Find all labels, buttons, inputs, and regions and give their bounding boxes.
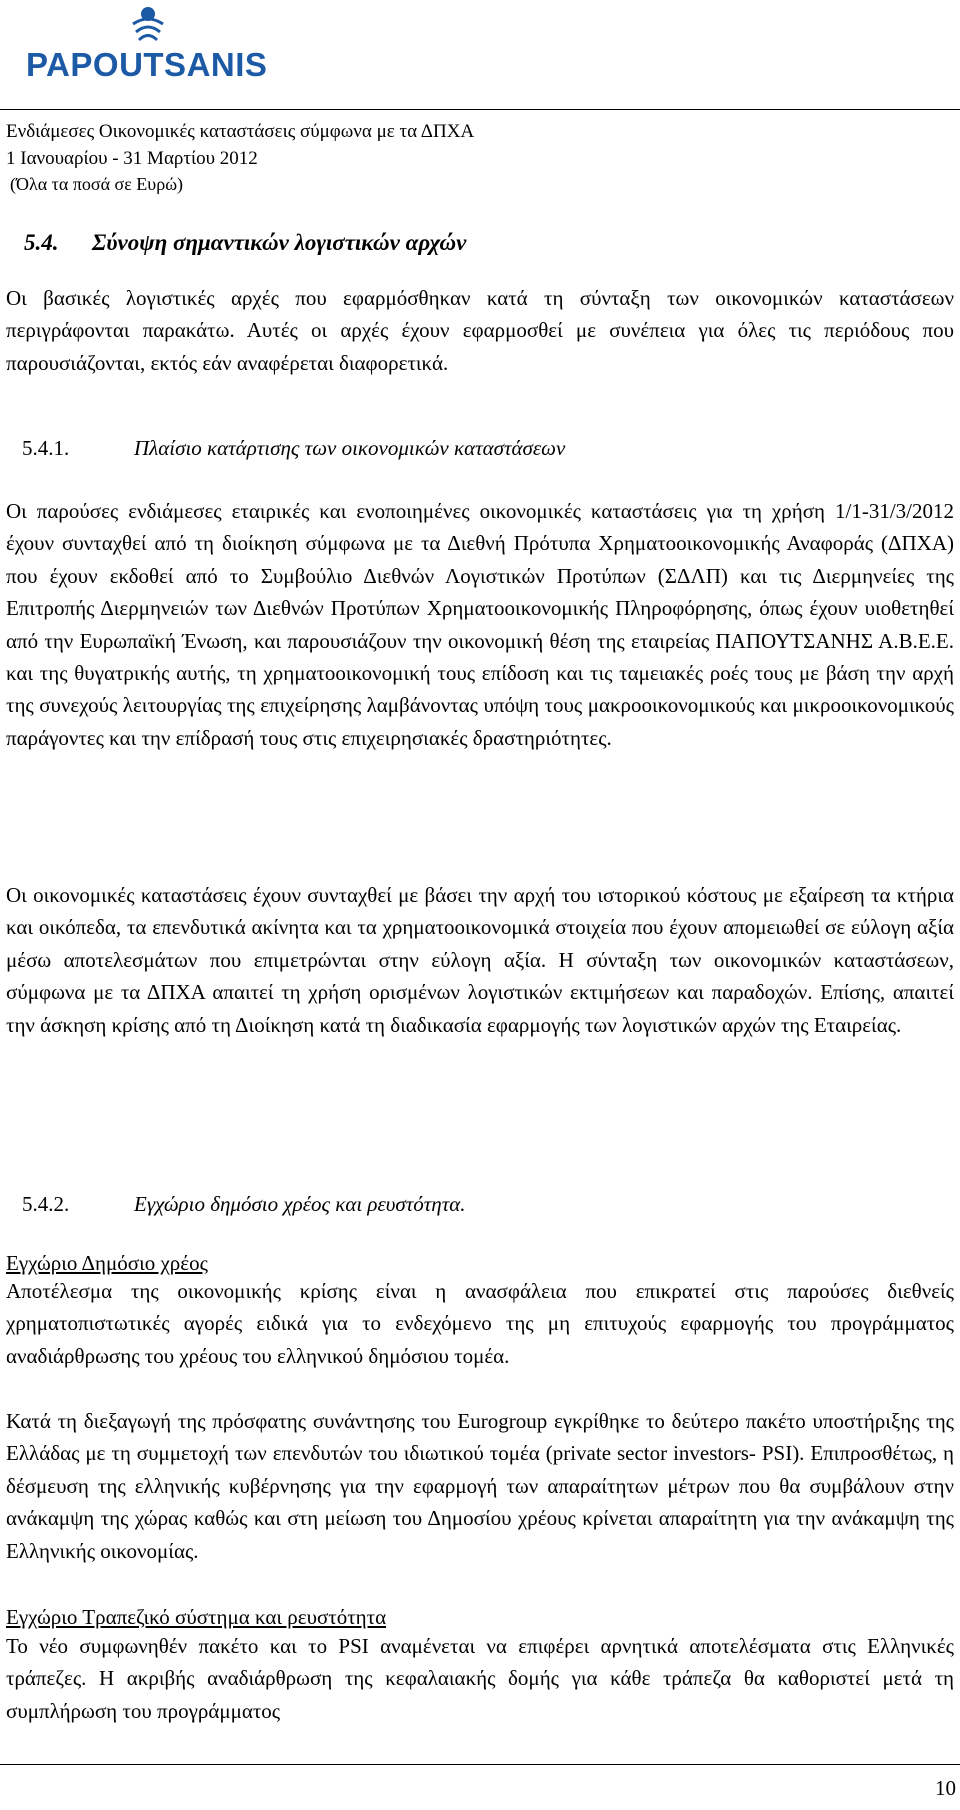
section-title: Σύνοψη σημαντικών λογιστικών αρχών [92, 230, 467, 255]
paragraph: Κατά τη διεξαγωγή της πρόσφατης συνάντησης του Eurogroup εγκρίθηκε το δεύτερο πακέτο υποστήριξης της Ελλάδας με τη συμμετοχή των επενδυτών του ιδιωτικού τομέα (private sector investors- PSI). Επιπροσθέτως, η δέσμευση της ελληνικής κυβέρνησης για την εφαρμογή των απαραίτητων μέτρων που θα συμβάλουν στην ανάκαμψη της χώρας καθώς και στη μείωση του Δημοσίου χρέους κρίνεται απαραίτητη για την ανάκαμψη της Ελληνικής οικονομίας. [6, 1409, 954, 1563]
section-heading [24, 230, 466, 256]
header-divider [0, 109, 960, 110]
subsection-number: 5.4.2. [22, 1192, 70, 1216]
subsection-title: Εγχώριο δημόσιο χρέος και ρευστότητα. [134, 1192, 466, 1216]
underlined-heading: Εγχώριο Τραπεζικό σύστημα και ρευστότητα [6, 1605, 387, 1629]
section-intro: Οι βασικές λογιστικές αρχές που εφαρμόσθηκαν κατά τη σύνταξη των οικονομικών καταστάσεων περιγράφονται παρακάτω. Αυτές οι αρχές έχουν εφαρμοσθεί με συνέπεια για όλες τις περιόδους που παρουσιάζονται, εκτός εάν αναφέρεται διαφορετικά. [6, 286, 954, 375]
logo-emblem-icon [130, 4, 166, 48]
logo-text: PAPOUTSANIS [26, 46, 268, 83]
report-title: Ενδιάμεσες Οικονομικές καταστάσεις σύμφωνα με τα ΔΠΧΑ [6, 121, 475, 142]
paragraph: Αποτέλεσμα της οικονομικής κρίσης είναι η ανασφάλεια που επικρατεί στις παρούσες διεθνείς χρηματοπιστωτικές αγορές ειδικά για το ενδεχόμενο της μη επιτυχούς εφαρμογής του προγράμματος αναδιάρθρωσης του χρέους του ελληνικού δημόσιου τομέα. [6, 1279, 954, 1368]
company-logo [26, 4, 266, 84]
subsection-heading-2 [22, 1192, 466, 1217]
underlined-heading: Εγχώριο Δημόσιο χρέος [6, 1251, 208, 1275]
report-period: 1 Ιανουαρίου - 31 Μαρτίου 2012 [6, 148, 258, 169]
paragraph: Οι οικονομικές καταστάσεις έχουν συνταχθεί με βάσει την αρχή του ιστορικού κόστους με εξαίρεση τα κτήρια και οικόπεδα, τα επενδυτικά ακίνητα και τα χρηματοοικονομικά στοιχεία που έχουν απομειωθεί σε εύλογη αξία μέσω αποτελεσμάτων που επιμετρώνται στην εύλογη αξία. Η σύνταξη των οικονομικών καταστάσεων, σύμφωνα με τα ΔΠΧΑ απαιτεί τη χρήση ορισμένων λογιστικών εκτιμήσεων και παραδοχών. Επίσης, απαιτεί την άσκηση κρίσης από τη Διοίκηση κατά τη διαδικασία εφαρμογής των λογιστικών αρχών της Εταιρείας. [6, 883, 954, 1037]
subsection-number: 5.4.1. [22, 436, 70, 460]
paragraph: Οι παρούσες ενδιάμεσες εταιρικές και ενοποιημένες οικονομικές καταστάσεις για τη χρήση 1/1-31/3/2012 έχουν συνταχθεί από τη διοίκηση σύμφωνα με τα Διεθνή Πρότυπα Χρηματοοικονομικής Αναφοράς (ΔΠΧΑ) που έχουν εκδοθεί από το Συμβούλιο Διεθνών Λογιστικών Προτύπων (ΣΔΛΠ) και τις Διερμηνείες της Επιτροπής Διερμηνειών των Διεθνών Προτύπων Χρηματοοικονομικής Πληροφόρησης, όπως έχουν υιοθετηθεί από την Ευρωπαϊκή Ένωση, και παρουσιάζουν την οικονομική θέση της εταιρείας ΠΑΠΟΥΤΣΑΝΗΣ Α.Β.Ε.Ε. και της θυγατρικής αυτής, τη χρηματοοικονομική τους επίδοση και τις ταμειακές ροές τους με βάση την αρχή της συνεχούς λειτουργίας της επιχείρησης λαμβάνοντας υπόψη τους μακροοικονομικούς και μικροοικονομικούς παράγοντες και την επίδρασή τους στις επιχειρησιακές δραστηριότητες. [6, 499, 954, 750]
page-number: 10 [935, 1776, 956, 1800]
section-number: 5.4. [24, 230, 59, 255]
subsection-title: Πλαίσιο κατάρτισης των οικονομικών καταστάσεων [134, 436, 566, 460]
footer-divider [0, 1764, 960, 1765]
currency-note: (Όλα τα ποσά σε Ευρώ) [10, 174, 184, 194]
paragraph: Το νέο συμφωνηθέν πακέτο και το PSI αναμένεται να επιφέρει αρνητικά αποτελέσματα στις Ελληνικές τράπεζες. Η ακριβής αναδιάρθρωση της κεφαλαιακής δομής για κάθε τράπεζα θα καθοριστεί μετά τη συμπλήρωση του προγράμματος [6, 1634, 954, 1723]
subsection-heading-1 [22, 436, 565, 461]
